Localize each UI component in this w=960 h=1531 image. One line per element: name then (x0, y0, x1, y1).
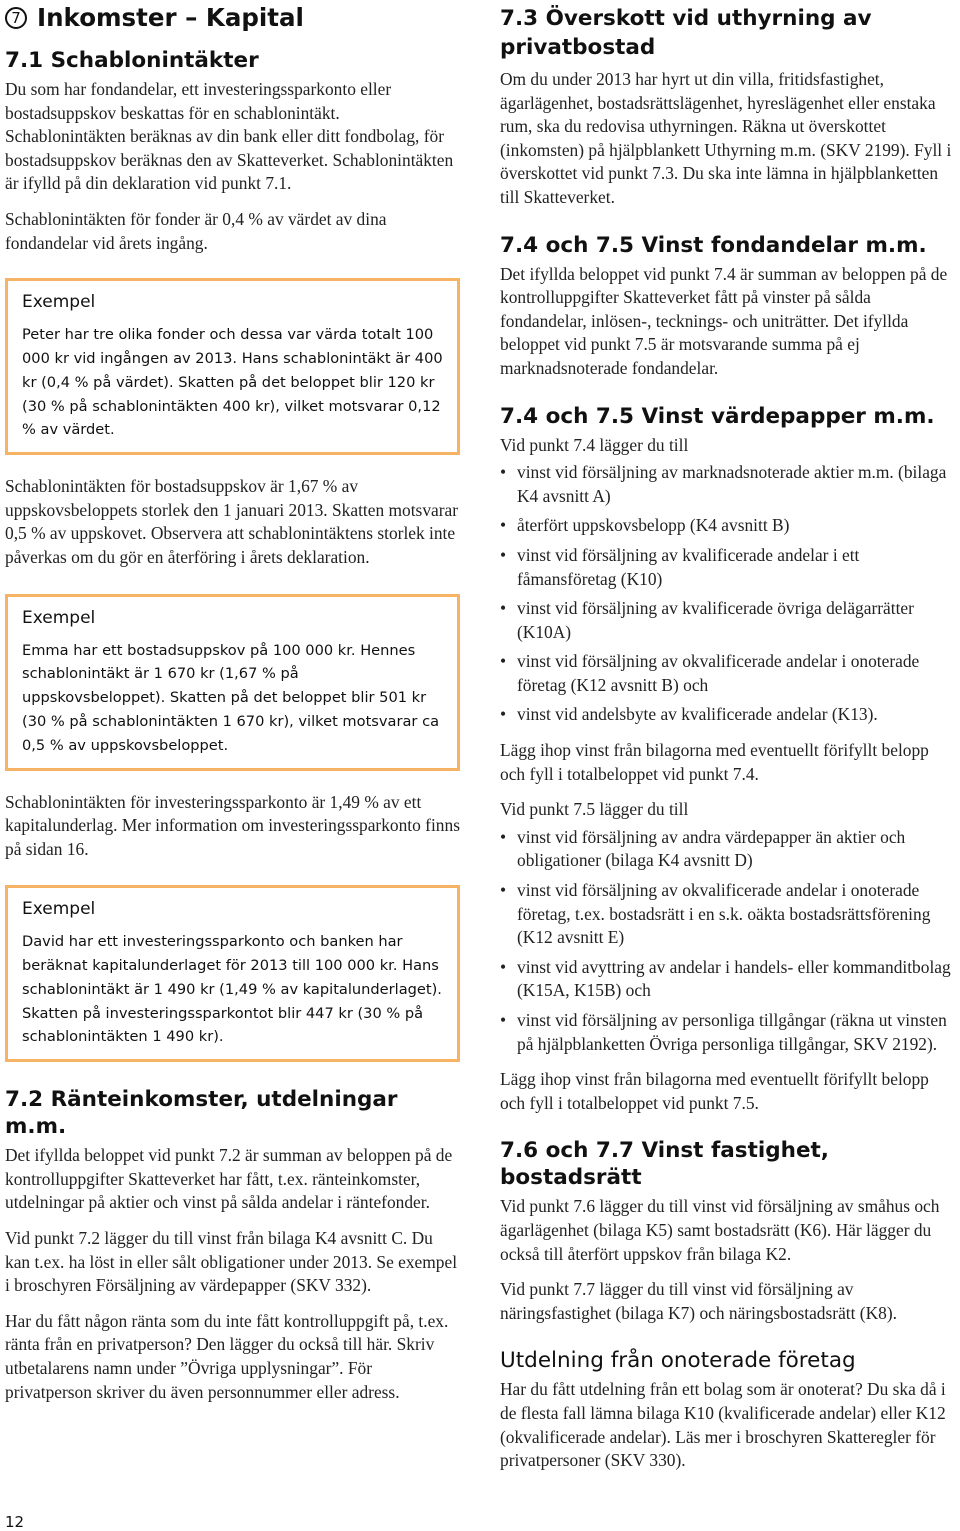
page-number: 12 (5, 1513, 25, 1531)
section-7-4-summary: Lägg ihop vinst från bilagorna med eventuellt förifyllt belopp och fyll i totalbeloppet vid punkt 7.4. (500, 740, 929, 784)
list-item: • vinst vid andelsbyte av kvalificerade andelar (K13). (500, 703, 955, 727)
right-column (500, 0, 955, 1473)
example-title: Exempel (22, 292, 96, 313)
list-item: • vinst vid försäljning av okvalificerade andelar i onoterade företag (K12 avsnitt B) och (500, 650, 955, 697)
section-7-2-title: 7.2 Ränteinkomster, utdelningar m.m. (5, 1087, 398, 1140)
section-7-4-7-5-fond-title: 7.4 och 7.5 Vinst fondandelar m.m. (500, 232, 927, 258)
chapter-number-badge: 7 (5, 7, 27, 29)
section-7-5-summary: Lägg ihop vinst från bilagorna med eventuellt förifyllt belopp och fyll i totalbeloppet vid punkt 7.5. (500, 1069, 929, 1113)
list-item: • vinst vid försäljning av kvalificerade övriga delägarrätter (K10A) (500, 597, 955, 644)
section-7-7-paragraph: Vid punkt 7.7 lägger du till vinst vid försäljning av näringsfastighet (bilaga K7) och näringsbostadsrätt (K8). (500, 1279, 897, 1323)
section-7-2-paragraph: Det ifyllda beloppet vid punkt 7.2 är summan av beloppen på de kontrolluppgifter Skatteverket har fått, t.ex. ränteinkomster, utdelningar på aktier och vinst på sålda andelar i räntefonder. (5, 1145, 453, 1213)
section-7-4-7-5-vardepapper-title: 7.4 och 7.5 Vinst värdepapper m.m. (500, 403, 935, 429)
onoterade-paragraph: Har du fått utdelning från ett bolag som är onoterat? Du ska då i de flesta fall lämna bilaga K10 (kvalificerade andelar) eller K12 (okvalificerade andelar). Läs mer i broschyren Skatteregler för privatpersoner (SKV 330). (500, 1379, 946, 1471)
list-item: • vinst vid avyttring av andelar i handels- eller kommanditbolag (K15A, K15B) och (500, 956, 955, 1003)
section-7-6-paragraph: Vid punkt 7.6 lägger du till vinst vid försäljning av småhus och ägarlägenhet (bilaga K5) samt bostadsrätt (K6). Här lägger du också till återfört uppskov från bilaga K2. (500, 1196, 940, 1264)
list-item: • vinst vid försäljning av marknadsnoterade aktier m.m. (bilaga K4 avsnitt A) (500, 461, 955, 508)
section-7-3-title: 7.3 Överskott vid uthyrning av privatbostad (500, 6, 872, 60)
section-7-1-paragraph: Du som har fondandelar, ett investeringssparkonto eller bostadsuppskov beskattas för en schablonintäkt. Schablonintäkten beräknas av din bank eller ditt fondbolag, för bostadsuppskov beräknas den av Skatteverket. Schablonintäkten är ifylld på din deklaration vid punkt 7.1. (5, 79, 454, 194)
chapter-heading (5, 3, 460, 33)
example-box-fonder (5, 278, 460, 455)
section-7-6-7-7-title: 7.6 och 7.7 Vinst fastighet, bostadsrätt (500, 1138, 829, 1191)
example-text: David har ett investeringssparkonto och banken har beräknat kapitalunderlaget för 2013 till 100 000 kr. Hans schablonintäkt är 1 490 kr (1,49 % av kapitalunderlaget). Skatten på investeringssparkontot blir 447 kr (30 % på schablonintäkten 1 490 kr). (22, 933, 442, 1046)
example-text: Peter har tre olika fonder och dessa var värda totalt 100 000 kr vid ingången av 2013. Hans schablonintäkt är 400 kr (0,4 % på värdet). Skatten på det beloppet blir 120 kr (30 % på schablonintäkten 400 kr), vilket motsvarar 0,12 % av värdet. (22, 326, 443, 439)
example-text: Emma har ett bostadsuppskov på 100 000 kr. Hennes schablonintäkt är 1 670 kr (1,67 % på uppskovsbeloppet). Skatten på det beloppet blir 501 kr (30 % på schablonintäkten 1 670 kr), vilket motsvarar ca 0,5 % av uppskovsbeloppet. (22, 641, 440, 754)
section-7-1-title: 7.1 Schablonintäkter (5, 48, 259, 73)
example-box-investeringssparkonto (5, 885, 460, 1062)
section-7-1-paragraph: Schablonintäkten för investeringssparkonto är 1,49 % av ett kapitalunderlag. Mer information om investeringssparkonto finns på sidan 16. (5, 791, 460, 859)
list-item: • vinst vid försäljning av personliga tillgångar (räkna ut vinsten på hjälpblanketten Övriga personliga tillgångar, SKV 2192). (500, 1009, 955, 1056)
intro-7-4: Vid punkt 7.4 lägger du till (500, 434, 689, 455)
example-title: Exempel (22, 899, 96, 920)
list-item: • återfört uppskovsbelopp (K4 avsnitt B) (500, 514, 955, 538)
list-item: • vinst vid försäljning av okvalificerade andelar i onoterade företag, t.ex. bostadsrätt i en s.k. oäkta bostadsrättsförening (K12 avsnitt E) (500, 879, 955, 950)
section-7-4-7-5-fond-paragraph: Det ifyllda beloppet vid punkt 7.4 är summan av beloppen på de kontrolluppgifter Skatteverket fått på vinster på sålda fondandelar, inlösen-, tecknings- och uniträtter. Det ifyllda beloppet vid punkt 7.5 är motsvarande summa på ej marknadsnoterade fondandelar. (500, 263, 948, 378)
list-7-5 (500, 826, 955, 1056)
example-box-bostadsuppskov (5, 594, 460, 771)
section-7-2-paragraph: Har du fått någon ränta som du inte fått kontrolluppgift på, t.ex. ränta från en privatperson? Den lägger du också till här. Skriv utbetalarens namn under ”Övriga upplysningar”. För privatperson skriver du även personnummer eller adress. (5, 1310, 449, 1402)
list-7-4 (500, 461, 955, 727)
intro-7-5: Vid punkt 7.5 lägger du till (500, 799, 689, 820)
section-7-1-paragraph: Schablonintäkten för fonder är 0,4 % av värdet av dina fondandelar vid årets ingång. (5, 208, 387, 253)
chapter-title: Inkomster – Kapital (37, 3, 304, 32)
list-item: • vinst vid försäljning av andra värdepapper än aktier och obligationer (bilaga K4 avsnitt D) (500, 826, 955, 873)
onoterade-title: Utdelning från onoterade företag (500, 1348, 856, 1374)
left-column (5, 0, 460, 1404)
example-title: Exempel (22, 607, 96, 628)
section-7-1-paragraph: Schablonintäkten för bostadsuppskov är 1,67 % av uppskovsbeloppets storlek den 1 januari 2013. Skatten motsvarar 0,5 % av uppskovet. Observera att schablonintäktens storlek inte påverkas om du gör en återföring i årets deklaration. (5, 476, 459, 567)
section-7-2-paragraph: Vid punkt 7.2 lägger du till vinst från bilaga K4 avsnitt C. Du kan t.ex. ha löst in eller sålt obligationer under 2013. Se exempel i broschyren Försäljning av värdepapper (SKV 332). (5, 1228, 458, 1296)
section-7-3-paragraph: Om du under 2013 har hyrt ut din villa, fritidsfastighet, ägarlägenhet, bostadsrättslägenhet, hyreslägenhet eller enstaka rum, ska du redovisa uthyrningen. Räkna ut överskottet (inkomsten) på hjälpblankett Uthyrning m.m. (SKV 2199). Fyll i överskottet vid punkt 7.3. Du ska inte lämna in hjälpblanketten till Skatteverket. (500, 69, 952, 207)
list-item: • vinst vid försäljning av kvalificerade andelar i ett fåmansföretag (K10) (500, 544, 955, 591)
